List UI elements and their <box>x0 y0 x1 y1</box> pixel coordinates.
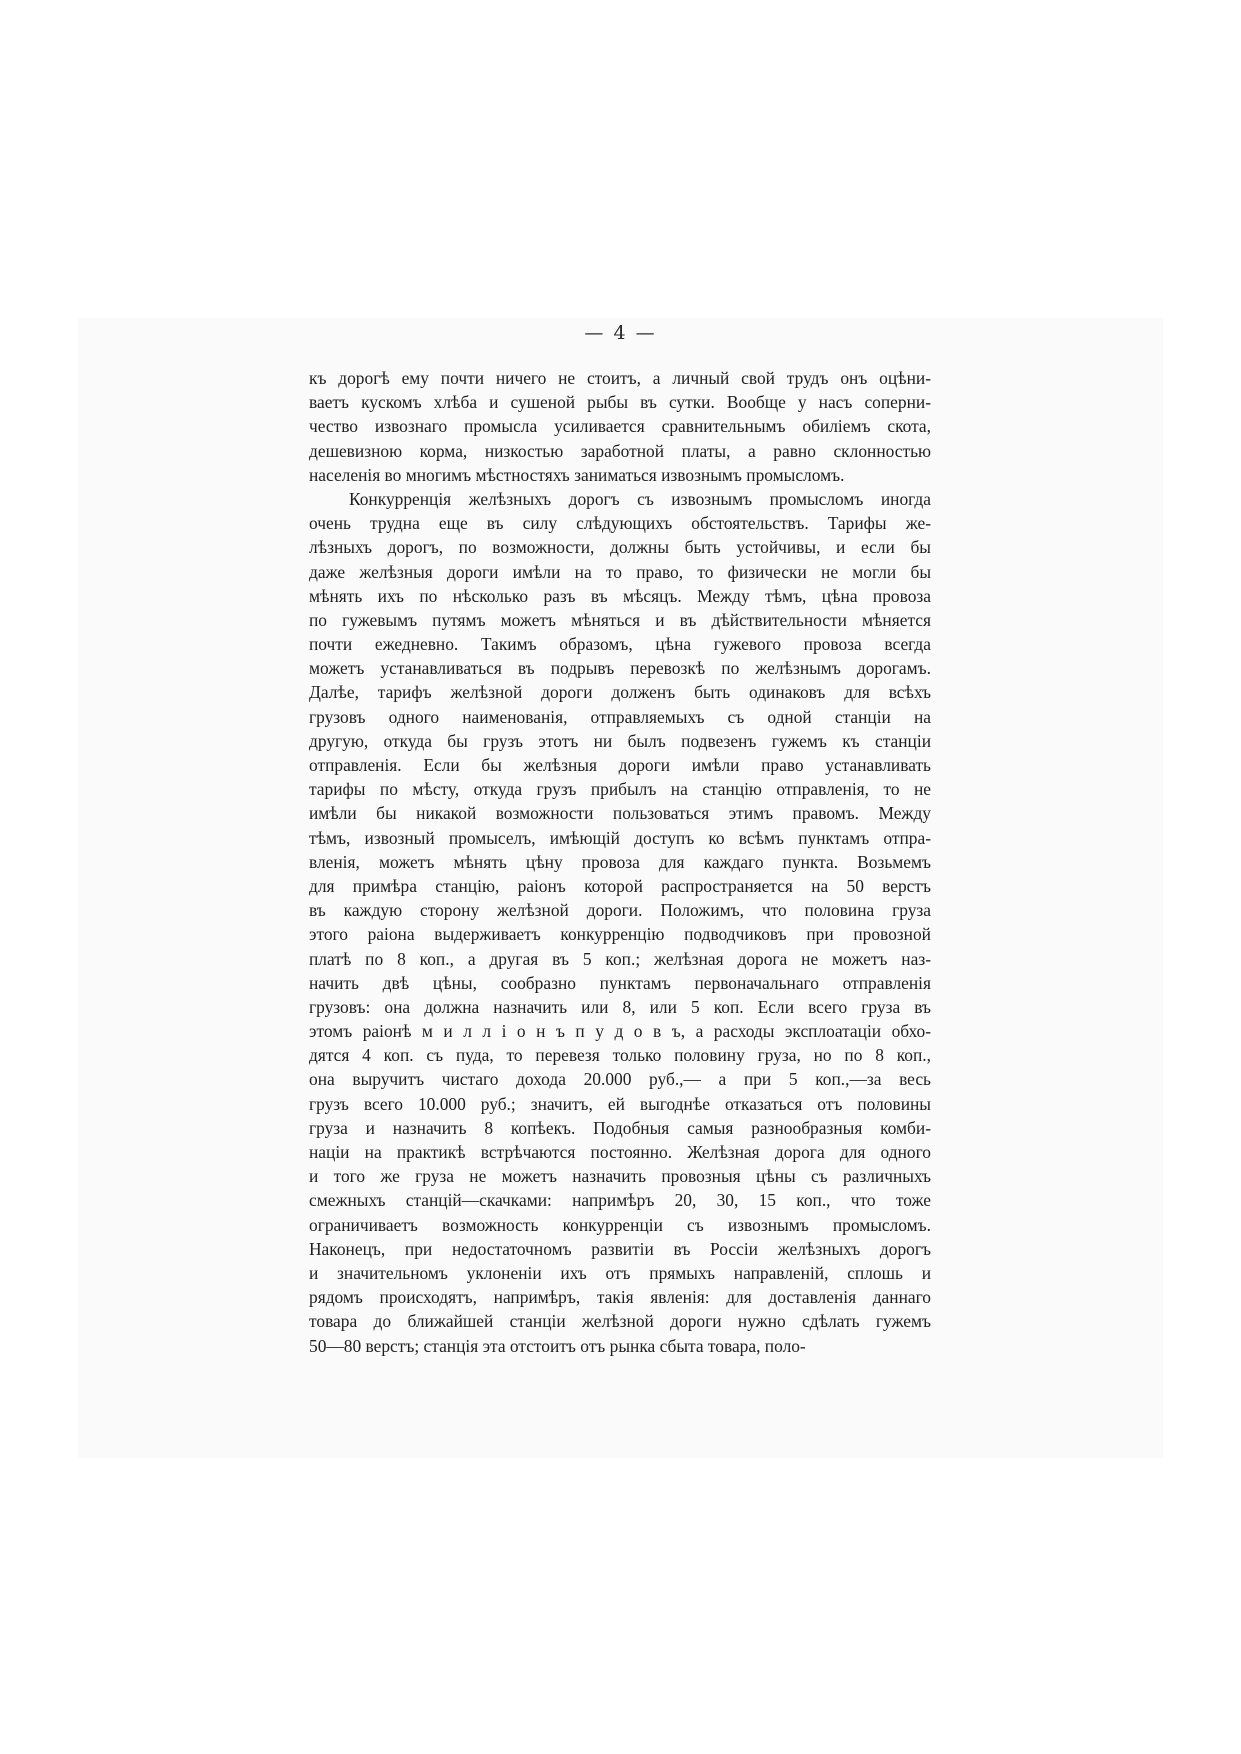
text-line: другую, откуда бы грузъ этотъ ни былъ подвезенъ гужемъ къ станціи <box>309 730 931 751</box>
text-line: и того же груза не можетъ назначить провозныя цѣны съ различныхъ <box>309 1166 931 1187</box>
text-line: дятся 4 коп. съ пуда, то перевезя только половину груза, но по 8 коп., <box>309 1045 931 1066</box>
text-line: по гужевымъ путямъ можетъ мѣняться и въ дѣйствительности мѣняется <box>309 609 931 630</box>
text-line: имѣли бы никакой возможности пользоваться этимъ правомъ. Между <box>309 803 931 824</box>
text-line: въ каждую сторону желѣзной дороги. Положимъ, что половина груза <box>309 900 931 921</box>
text-line: населенія во многимъ мѣстностяхъ заниматься извознымъ промысломъ. <box>309 464 845 485</box>
text-line: смежныхъ станцій—скачками: напримѣръ 20, 30, 15 коп., что тоже <box>309 1190 931 1211</box>
text-line: этого раіона выдерживаетъ конкурренцію подводчиковъ при провозной <box>309 924 931 945</box>
text-line: 50—80 верстъ; станція эта отстоитъ отъ рынка сбыта товара, поло- <box>309 1335 806 1356</box>
paragraph <box>309 487 931 1358</box>
text-line: тарифы по мѣсту, откуда грузъ прибылъ на станцію отправленія, то не <box>309 779 931 800</box>
text-line: мѣнять ихъ по нѣсколько разъ въ мѣсяцъ. Между тѣмъ, цѣна провоза <box>309 585 931 606</box>
text-line: Конкурренція желѣзныхъ дорогъ съ извознымъ промысломъ иногда <box>349 488 931 509</box>
text-line: можетъ устанавливаться въ подрывъ перевозкѣ по желѣзнымъ дорогамъ. <box>309 658 931 679</box>
text-line: къ дорогѣ ему почти ничего не стоитъ, а личный свой трудъ онъ оцѣни- <box>309 368 931 388</box>
text-line: этомъ раіонѣ м и л л і о н ъ п у д о в ъ, а расходы эксплоатаціи обхо- <box>309 1021 931 1042</box>
text-line: грузъ всего 10.000 руб.; значитъ, ей выгоднѣе отказаться отъ половины <box>309 1093 931 1114</box>
text-line: она выручитъ чистаго дохода 20.000 руб.,— а при 5 коп.,—за весь <box>309 1069 931 1090</box>
text-line: платѣ по 8 коп., а другая въ 5 коп.; желѣзная дорога не можетъ наз- <box>309 948 931 969</box>
paragraph <box>309 366 931 487</box>
text-line: грузовъ: она должна назначить или 8, или 5 коп. Если всего груза въ <box>309 996 931 1017</box>
text-line: груза и назначить 8 копѣекъ. Подобныя самыя разнообразныя комби- <box>309 1117 931 1138</box>
text-line: ваетъ кускомъ хлѣба и сушеной рыбы въ сутки. Вообще у насъ соперни- <box>309 392 931 413</box>
text-line: даже желѣзныя дороги имѣли на то право, то физически не могли бы <box>309 561 931 582</box>
page-number: — 4 — <box>584 322 657 344</box>
text-line: и значительномъ уклоненіи ихъ отъ прямыхъ направленій, сплошь и <box>309 1262 931 1283</box>
body-text <box>309 366 931 1358</box>
text-line: почти ежедневно. Такимъ образомъ, цѣна гужевого провоза всегда <box>309 634 931 655</box>
text-line: Далѣе, тарифъ желѣзной дороги долженъ быть одинаковъ для всѣхъ <box>309 682 931 703</box>
text-line: ограничиваетъ возможность конкурренціи съ извознымъ промысломъ. <box>309 1214 931 1235</box>
text-line: лѣзныхъ дорогъ, по возможности, должны быть устойчивы, и если бы <box>309 537 931 558</box>
text-line: товара до ближайшей станціи желѣзной дороги нужно сдѣлать гужемъ <box>309 1311 931 1332</box>
text-line: грузовъ одного наименованія, отправляемыхъ съ одной станціи на <box>309 706 931 727</box>
text-line: тѣмъ, извозный промыселъ, имѣющій доступъ ко всѣмъ пунктамъ отпра- <box>309 827 931 848</box>
text-line: чество извознаго промысла усиливается сравнительнымъ обиліемъ скота, <box>309 416 931 437</box>
text-line: вленія, можетъ мѣнять цѣну провоза для каждаго пункта. Возьмемъ <box>309 851 931 872</box>
text-line: рядомъ происходятъ, напримѣръ, такія явленія: для доставленія даннаго <box>309 1287 931 1308</box>
text-line: дешевизною корма, низкостью заработной платы, а равно склонностью <box>309 440 931 461</box>
text-line: начить двѣ цѣны, сообразно пунктамъ первоначальнаго отправленія <box>309 972 931 993</box>
text-line: отправленія. Если бы желѣзныя дороги имѣли право устанавливать <box>309 755 931 775</box>
text-line: очень трудна еще въ силу слѣдующихъ обстоятельствъ. Тарифы же- <box>309 513 931 534</box>
text-line: націи на практикѣ встрѣчаются постоянно. Желѣзная дорога для одного <box>309 1142 931 1162</box>
text-line: для примѣра станцію, раіонъ которой распространяется на 50 верстъ <box>309 875 931 896</box>
text-line: Наконецъ, при недостаточномъ развитіи въ Россіи желѣзныхъ дорогъ <box>309 1238 931 1259</box>
